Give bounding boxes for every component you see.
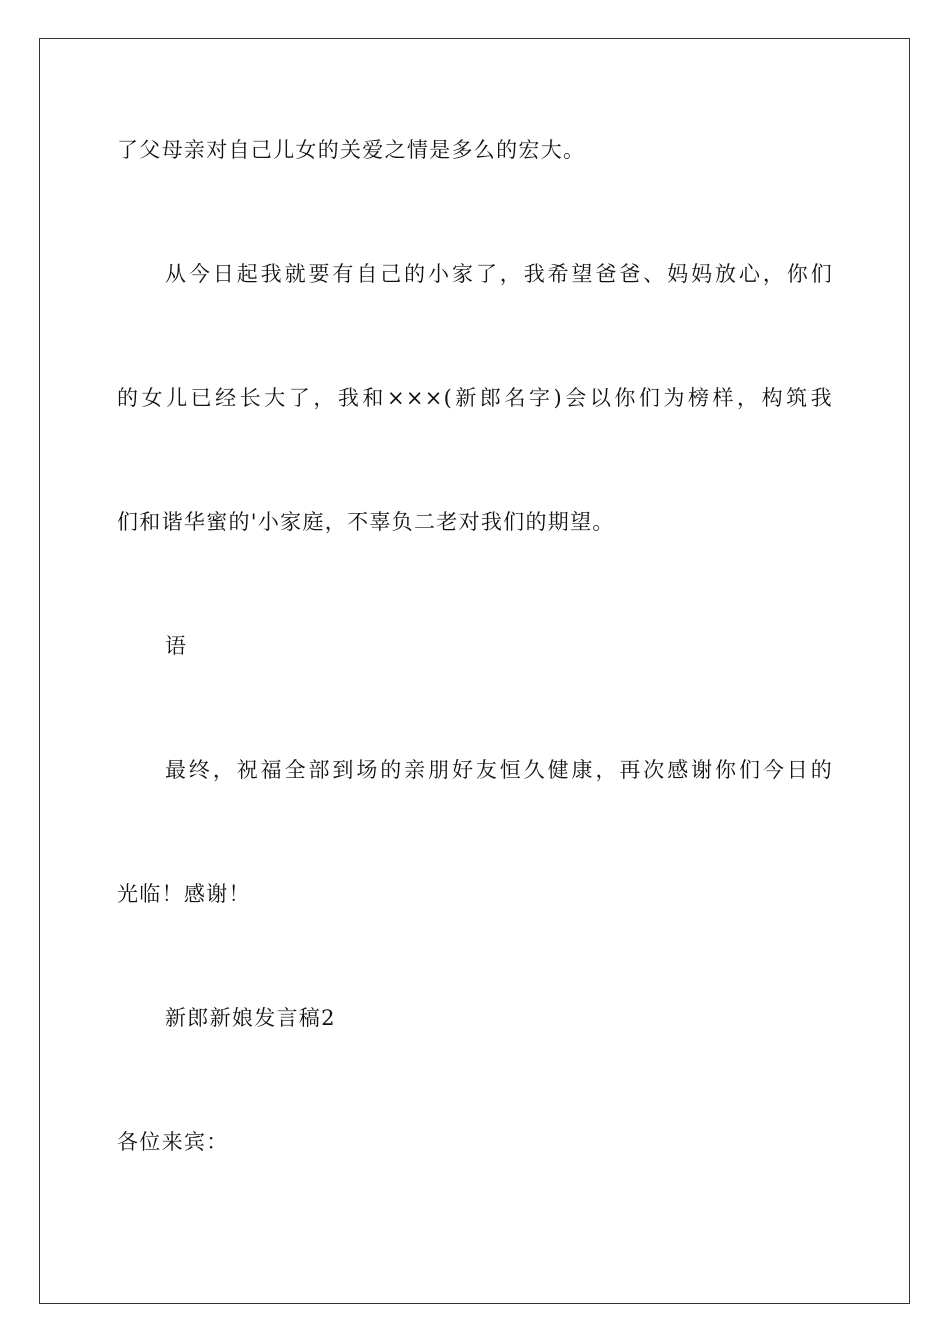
- paragraph-line-6: 最终，祝福全部到场的亲朋好友恒久健康，再次感谢你们今日的: [165, 758, 833, 782]
- paragraph-line-2: 从今日起我就要有自己的小家了，我希望爸爸、妈妈放心，你们: [165, 262, 833, 286]
- paragraph-line-5: 语: [165, 634, 188, 658]
- salutation: 各位来宾：: [117, 1130, 229, 1154]
- paragraph-line-3: 的女儿已经长大了，我和×××(新郎名字)会以你们为榜样，构筑我: [117, 386, 833, 410]
- paragraph-line-4: 们和谐华蜜的'小家庭，不辜负二老对我们的期望。: [117, 510, 615, 534]
- paragraph-line-7: 光临！感谢！: [117, 882, 251, 906]
- paragraph-line-1: 了父母亲对自己儿女的关爱之情是多么的宏大。: [117, 138, 586, 162]
- section-heading: 新郎新娘发言稿2: [165, 1006, 336, 1030]
- page-border: [39, 38, 910, 1304]
